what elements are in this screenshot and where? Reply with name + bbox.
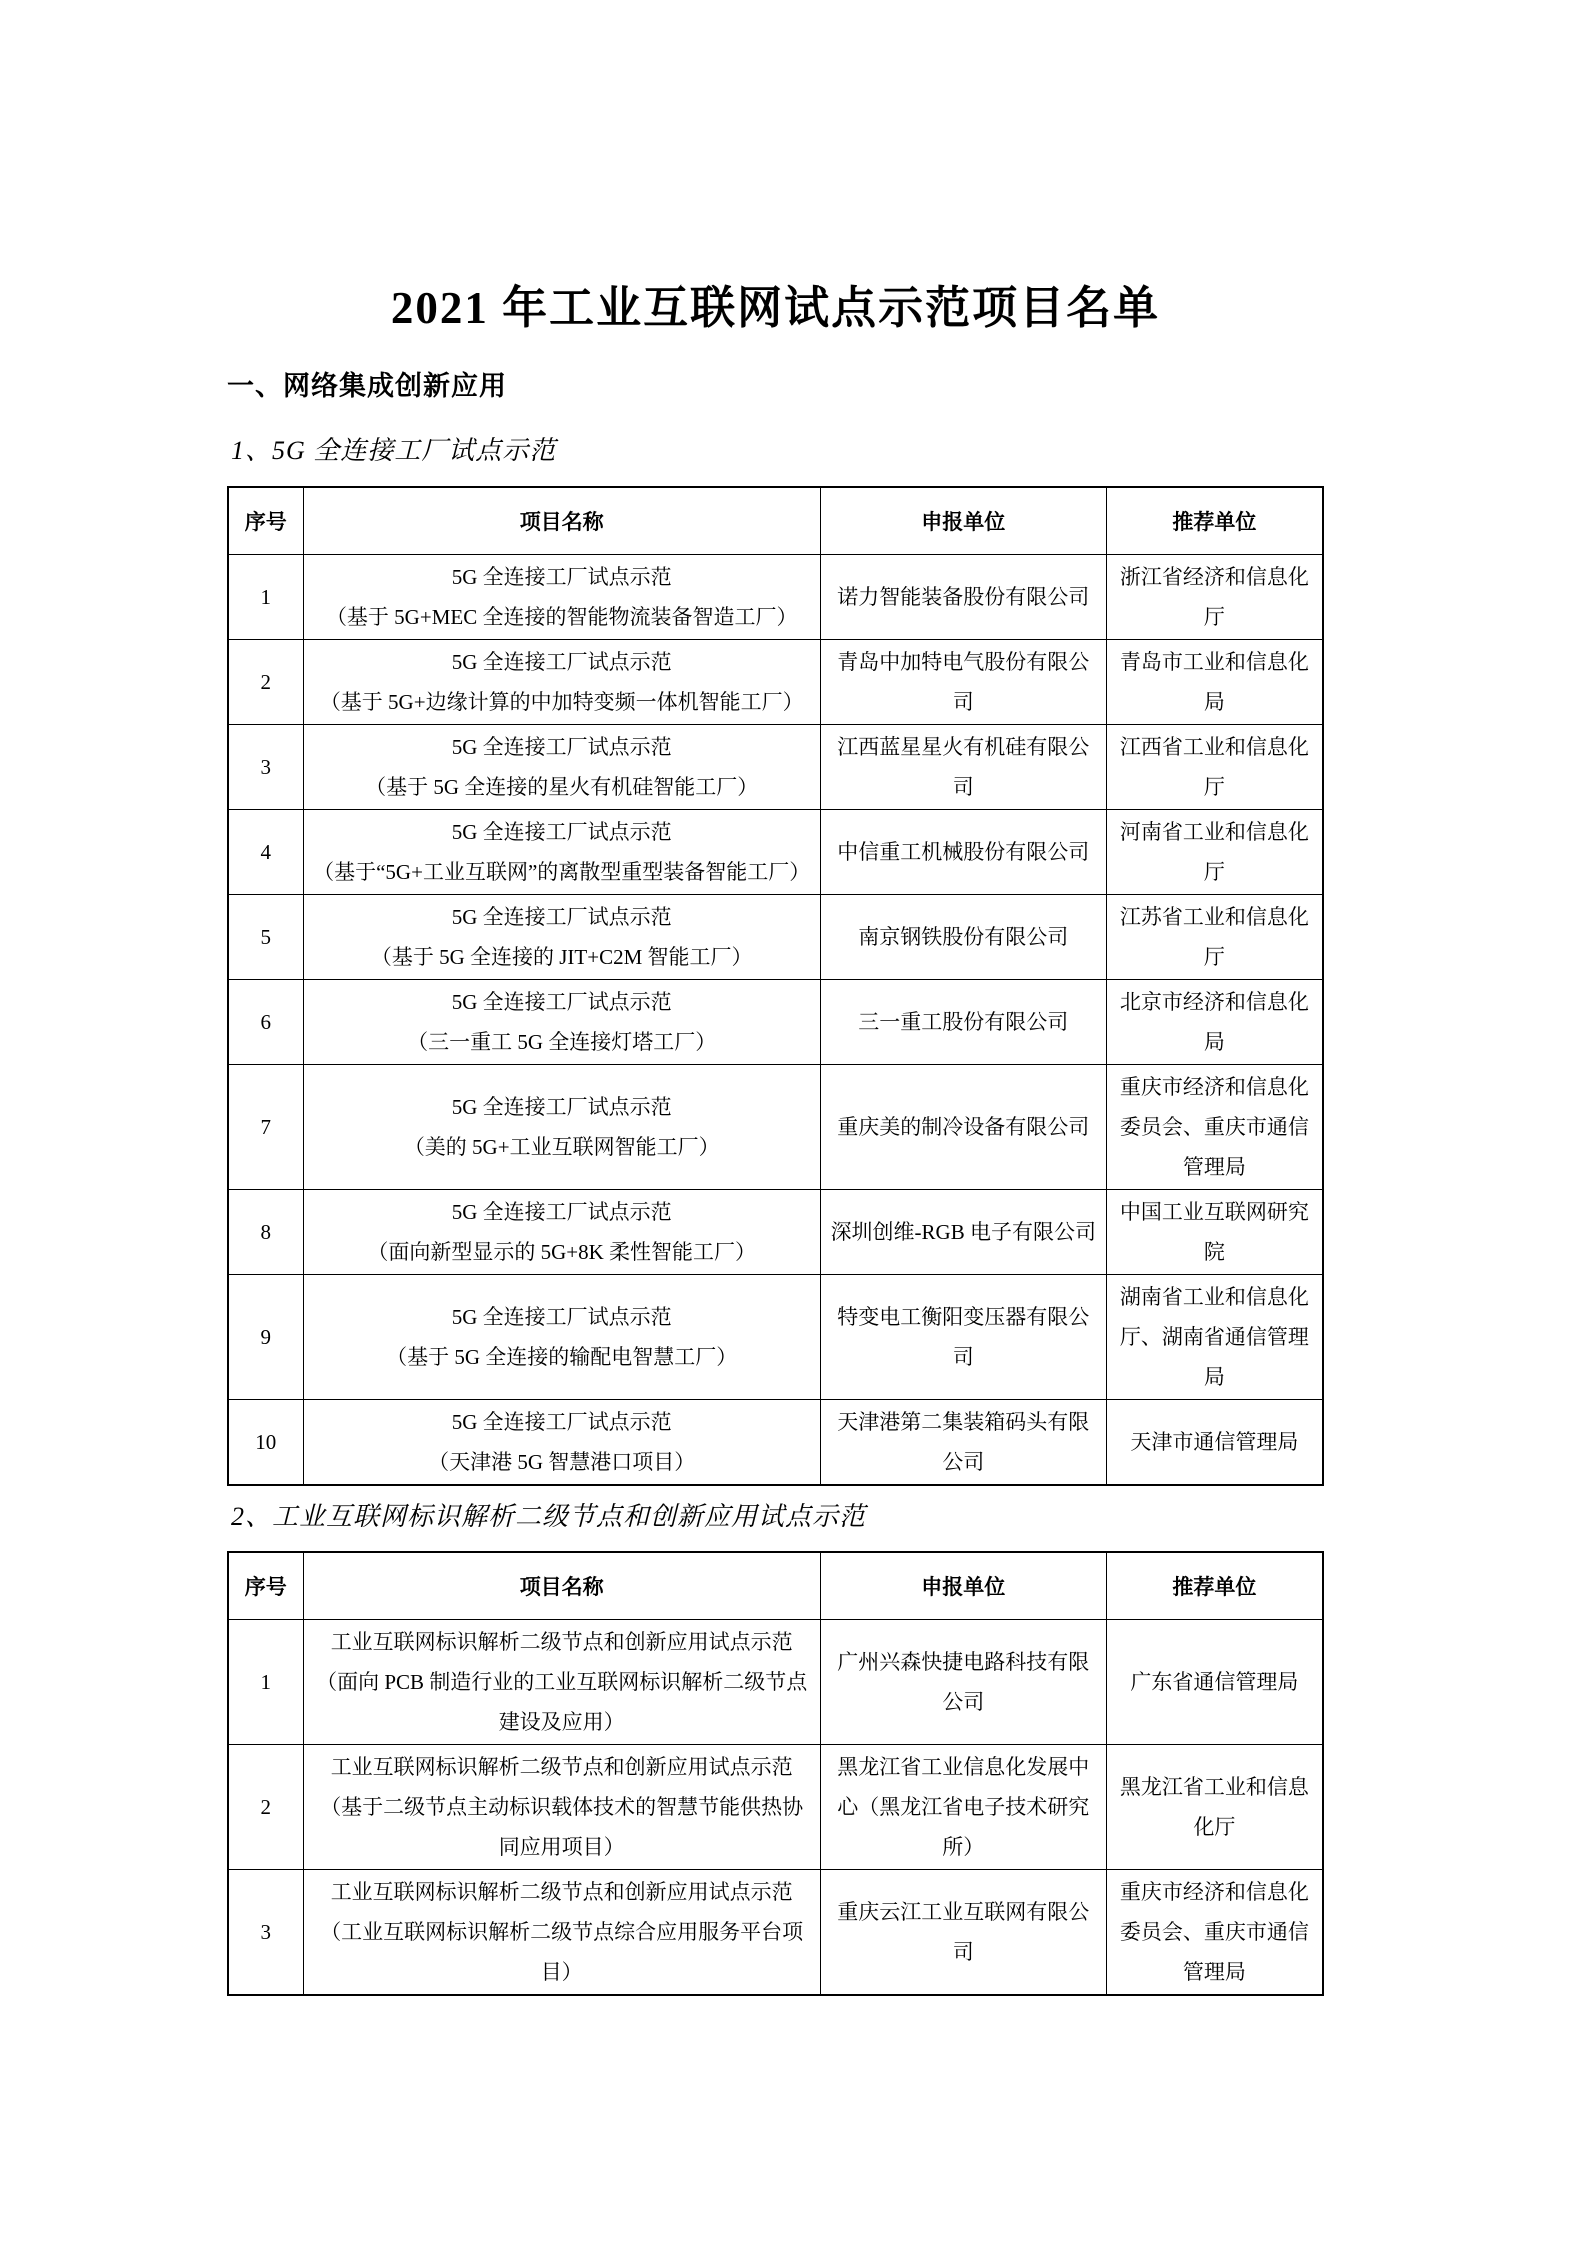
cell-recommender: 江西省工业和信息化厅 <box>1106 724 1323 809</box>
cell-serial: 7 <box>228 1064 303 1189</box>
table-row <box>228 979 1323 1064</box>
table-body <box>228 554 1323 1485</box>
table-body <box>228 1620 1323 1996</box>
project-name-text: 5G 全连接工厂试点示范 <box>451 1304 672 1329</box>
project-detail-text: （基于 5G 全连接的星火有机硅智能工厂） <box>365 774 759 799</box>
cell-applicant: 青岛中加特电气股份有限公司 <box>820 639 1106 724</box>
cell-serial: 3 <box>228 724 303 809</box>
cell-project-name <box>303 639 820 724</box>
project-detail-text: （基于 5G+边缘计算的中加特变频一体机智能工厂） <box>319 689 804 714</box>
cell-applicant: 江西蓝星星火有机硅有限公司 <box>820 724 1106 809</box>
project-name-text: 5G 全连接工厂试点示范 <box>451 1409 672 1434</box>
table-row <box>228 1620 1323 1745</box>
document-content <box>227 278 1324 1996</box>
cell-serial: 2 <box>228 639 303 724</box>
cell-recommender: 湖南省工业和信息化厅、湖南省通信管理局 <box>1106 1274 1323 1399</box>
project-detail-text: （面向新型显示的 5G+8K 柔性智能工厂） <box>367 1239 757 1264</box>
project-name-text: 5G 全连接工厂试点示范 <box>451 904 672 929</box>
table-section <box>227 434 1324 1486</box>
cell-project-name <box>303 1064 820 1189</box>
project-detail-text: （三一重工 5G 全连接灯塔工厂） <box>407 1029 717 1054</box>
column-header-recommender: 推荐单位 <box>1106 487 1323 555</box>
cell-recommender: 青岛市工业和信息化局 <box>1106 639 1323 724</box>
cell-recommender: 浙江省经济和信息化厅 <box>1106 554 1323 639</box>
project-name-text: 5G 全连接工厂试点示范 <box>451 989 672 1014</box>
table-row <box>228 809 1323 894</box>
cell-serial: 8 <box>228 1189 303 1274</box>
project-name-text: 工业互联网标识解析二级节点和创新应用试点示范 <box>330 1755 793 1780</box>
project-name-text: 5G 全连接工厂试点示范 <box>451 734 672 759</box>
cell-applicant: 黑龙江省工业信息化发展中心（黑龙江省电子技术研究所） <box>820 1745 1106 1870</box>
table-header-row <box>228 1552 1323 1620</box>
cell-serial: 4 <box>228 809 303 894</box>
cell-applicant: 深圳创维-RGB 电子有限公司 <box>820 1189 1106 1274</box>
cell-serial: 6 <box>228 979 303 1064</box>
cell-serial: 1 <box>228 1620 303 1745</box>
project-detail-text: （基于“5G+工业互联网”的离散型重型装备智能工厂） <box>313 859 811 884</box>
project-detail-text: （基于 5G 全连接的 JIT+C2M 智能工厂） <box>370 944 753 969</box>
cell-applicant: 诺力智能装备股份有限公司 <box>820 554 1106 639</box>
project-name-text: 工业互联网标识解析二级节点和创新应用试点示范 <box>330 1630 793 1655</box>
table-section <box>227 1500 1324 1997</box>
cell-applicant: 天津港第二集装箱码头有限公司 <box>820 1399 1106 1485</box>
cell-applicant: 重庆云江工业互联网有限公司 <box>820 1870 1106 1996</box>
cell-project-name <box>303 1870 820 1996</box>
cell-project-name <box>303 979 820 1064</box>
table-row <box>228 1189 1323 1274</box>
project-detail-text: （面向 PCB 制造行业的工业互联网标识解析二级节点建设及应用） <box>316 1670 808 1735</box>
column-header-applicant: 申报单位 <box>820 487 1106 555</box>
cell-recommender: 河南省工业和信息化厅 <box>1106 809 1323 894</box>
cell-applicant: 三一重工股份有限公司 <box>820 979 1106 1064</box>
project-name-text: 5G 全连接工厂试点示范 <box>451 1094 672 1119</box>
cell-project-name <box>303 894 820 979</box>
cell-project-name <box>303 724 820 809</box>
project-name-text: 5G 全连接工厂试点示范 <box>451 649 672 674</box>
table-row <box>228 1870 1323 1996</box>
cell-applicant: 南京钢铁股份有限公司 <box>820 894 1106 979</box>
table-row <box>228 639 1323 724</box>
project-detail-text: （美的 5G+工业互联网智能工厂） <box>403 1134 720 1159</box>
cell-applicant: 重庆美的制冷设备有限公司 <box>820 1064 1106 1189</box>
project-name-text: 5G 全连接工厂试点示范 <box>451 564 672 589</box>
column-header-applicant: 申报单位 <box>820 1552 1106 1620</box>
cell-recommender: 重庆市经济和信息化委员会、重庆市通信管理局 <box>1106 1870 1323 1996</box>
subsection-heading: 2、工业互联网标识解析二级节点和创新应用试点示范 <box>231 1501 867 1531</box>
table-row <box>228 1274 1323 1399</box>
table-head <box>228 487 1323 555</box>
cell-serial: 1 <box>228 554 303 639</box>
table-row <box>228 1064 1323 1189</box>
cell-project-name <box>303 1620 820 1745</box>
column-header-recommender: 推荐单位 <box>1106 1552 1323 1620</box>
table-row <box>228 894 1323 979</box>
table-row <box>228 554 1323 639</box>
cell-project-name <box>303 1274 820 1399</box>
cell-recommender: 北京市经济和信息化局 <box>1106 979 1323 1064</box>
column-header-serial: 序号 <box>228 1552 303 1620</box>
project-name-text: 5G 全连接工厂试点示范 <box>451 819 672 844</box>
project-name-text: 5G 全连接工厂试点示范 <box>451 1199 672 1224</box>
column-header-project-name: 项目名称 <box>303 487 820 555</box>
project-detail-text: （基于 5G+MEC 全连接的智能物流装备智造工厂） <box>325 604 798 629</box>
cell-project-name <box>303 1189 820 1274</box>
project-table <box>227 1551 1324 1996</box>
cell-recommender: 黑龙江省工业和信息化厅 <box>1106 1745 1323 1870</box>
cell-project-name <box>303 809 820 894</box>
document-title: 2021 年工业互联网试点示范项目名单 <box>390 283 1161 333</box>
table-row <box>228 724 1323 809</box>
cell-recommender: 广东省通信管理局 <box>1106 1620 1323 1745</box>
section-heading: 一、网络集成创新应用 <box>227 370 507 401</box>
cell-project-name <box>303 1399 820 1485</box>
project-table <box>227 486 1324 1486</box>
project-detail-text: （天津港 5G 智慧港口项目） <box>428 1449 696 1474</box>
project-name-text: 工业互联网标识解析二级节点和创新应用试点示范 <box>330 1880 793 1905</box>
column-header-serial: 序号 <box>228 487 303 555</box>
cell-recommender: 江苏省工业和信息化厅 <box>1106 894 1323 979</box>
table-header-row <box>228 487 1323 555</box>
cell-applicant: 中信重工机械股份有限公司 <box>820 809 1106 894</box>
cell-serial: 9 <box>228 1274 303 1399</box>
project-detail-text: （基于 5G 全连接的输配电智慧工厂） <box>386 1344 738 1369</box>
subsection-heading: 1、5G 全连接工厂试点示范 <box>231 435 557 465</box>
cell-serial: 3 <box>228 1870 303 1996</box>
cell-recommender: 重庆市经济和信息化委员会、重庆市通信管理局 <box>1106 1064 1323 1189</box>
table-head <box>228 1552 1323 1620</box>
cell-recommender: 中国工业互联网研究院 <box>1106 1189 1323 1274</box>
cell-project-name <box>303 1745 820 1870</box>
cell-serial: 5 <box>228 894 303 979</box>
column-header-project-name: 项目名称 <box>303 1552 820 1620</box>
table-row <box>228 1745 1323 1870</box>
cell-project-name <box>303 554 820 639</box>
project-detail-text: （工业互联网标识解析二级节点综合应用服务平台项目） <box>320 1920 804 1985</box>
cell-recommender: 天津市通信管理局 <box>1106 1399 1323 1485</box>
cell-applicant: 广州兴森快捷电路科技有限公司 <box>820 1620 1106 1745</box>
project-detail-text: （基于二级节点主动标识载体技术的智慧节能供热协同应用项目） <box>320 1795 804 1860</box>
cell-serial: 2 <box>228 1745 303 1870</box>
cell-applicant: 特变电工衡阳变压器有限公司 <box>820 1274 1106 1399</box>
table-row <box>228 1399 1323 1485</box>
cell-serial: 10 <box>228 1399 303 1485</box>
tables-container <box>227 434 1324 1997</box>
